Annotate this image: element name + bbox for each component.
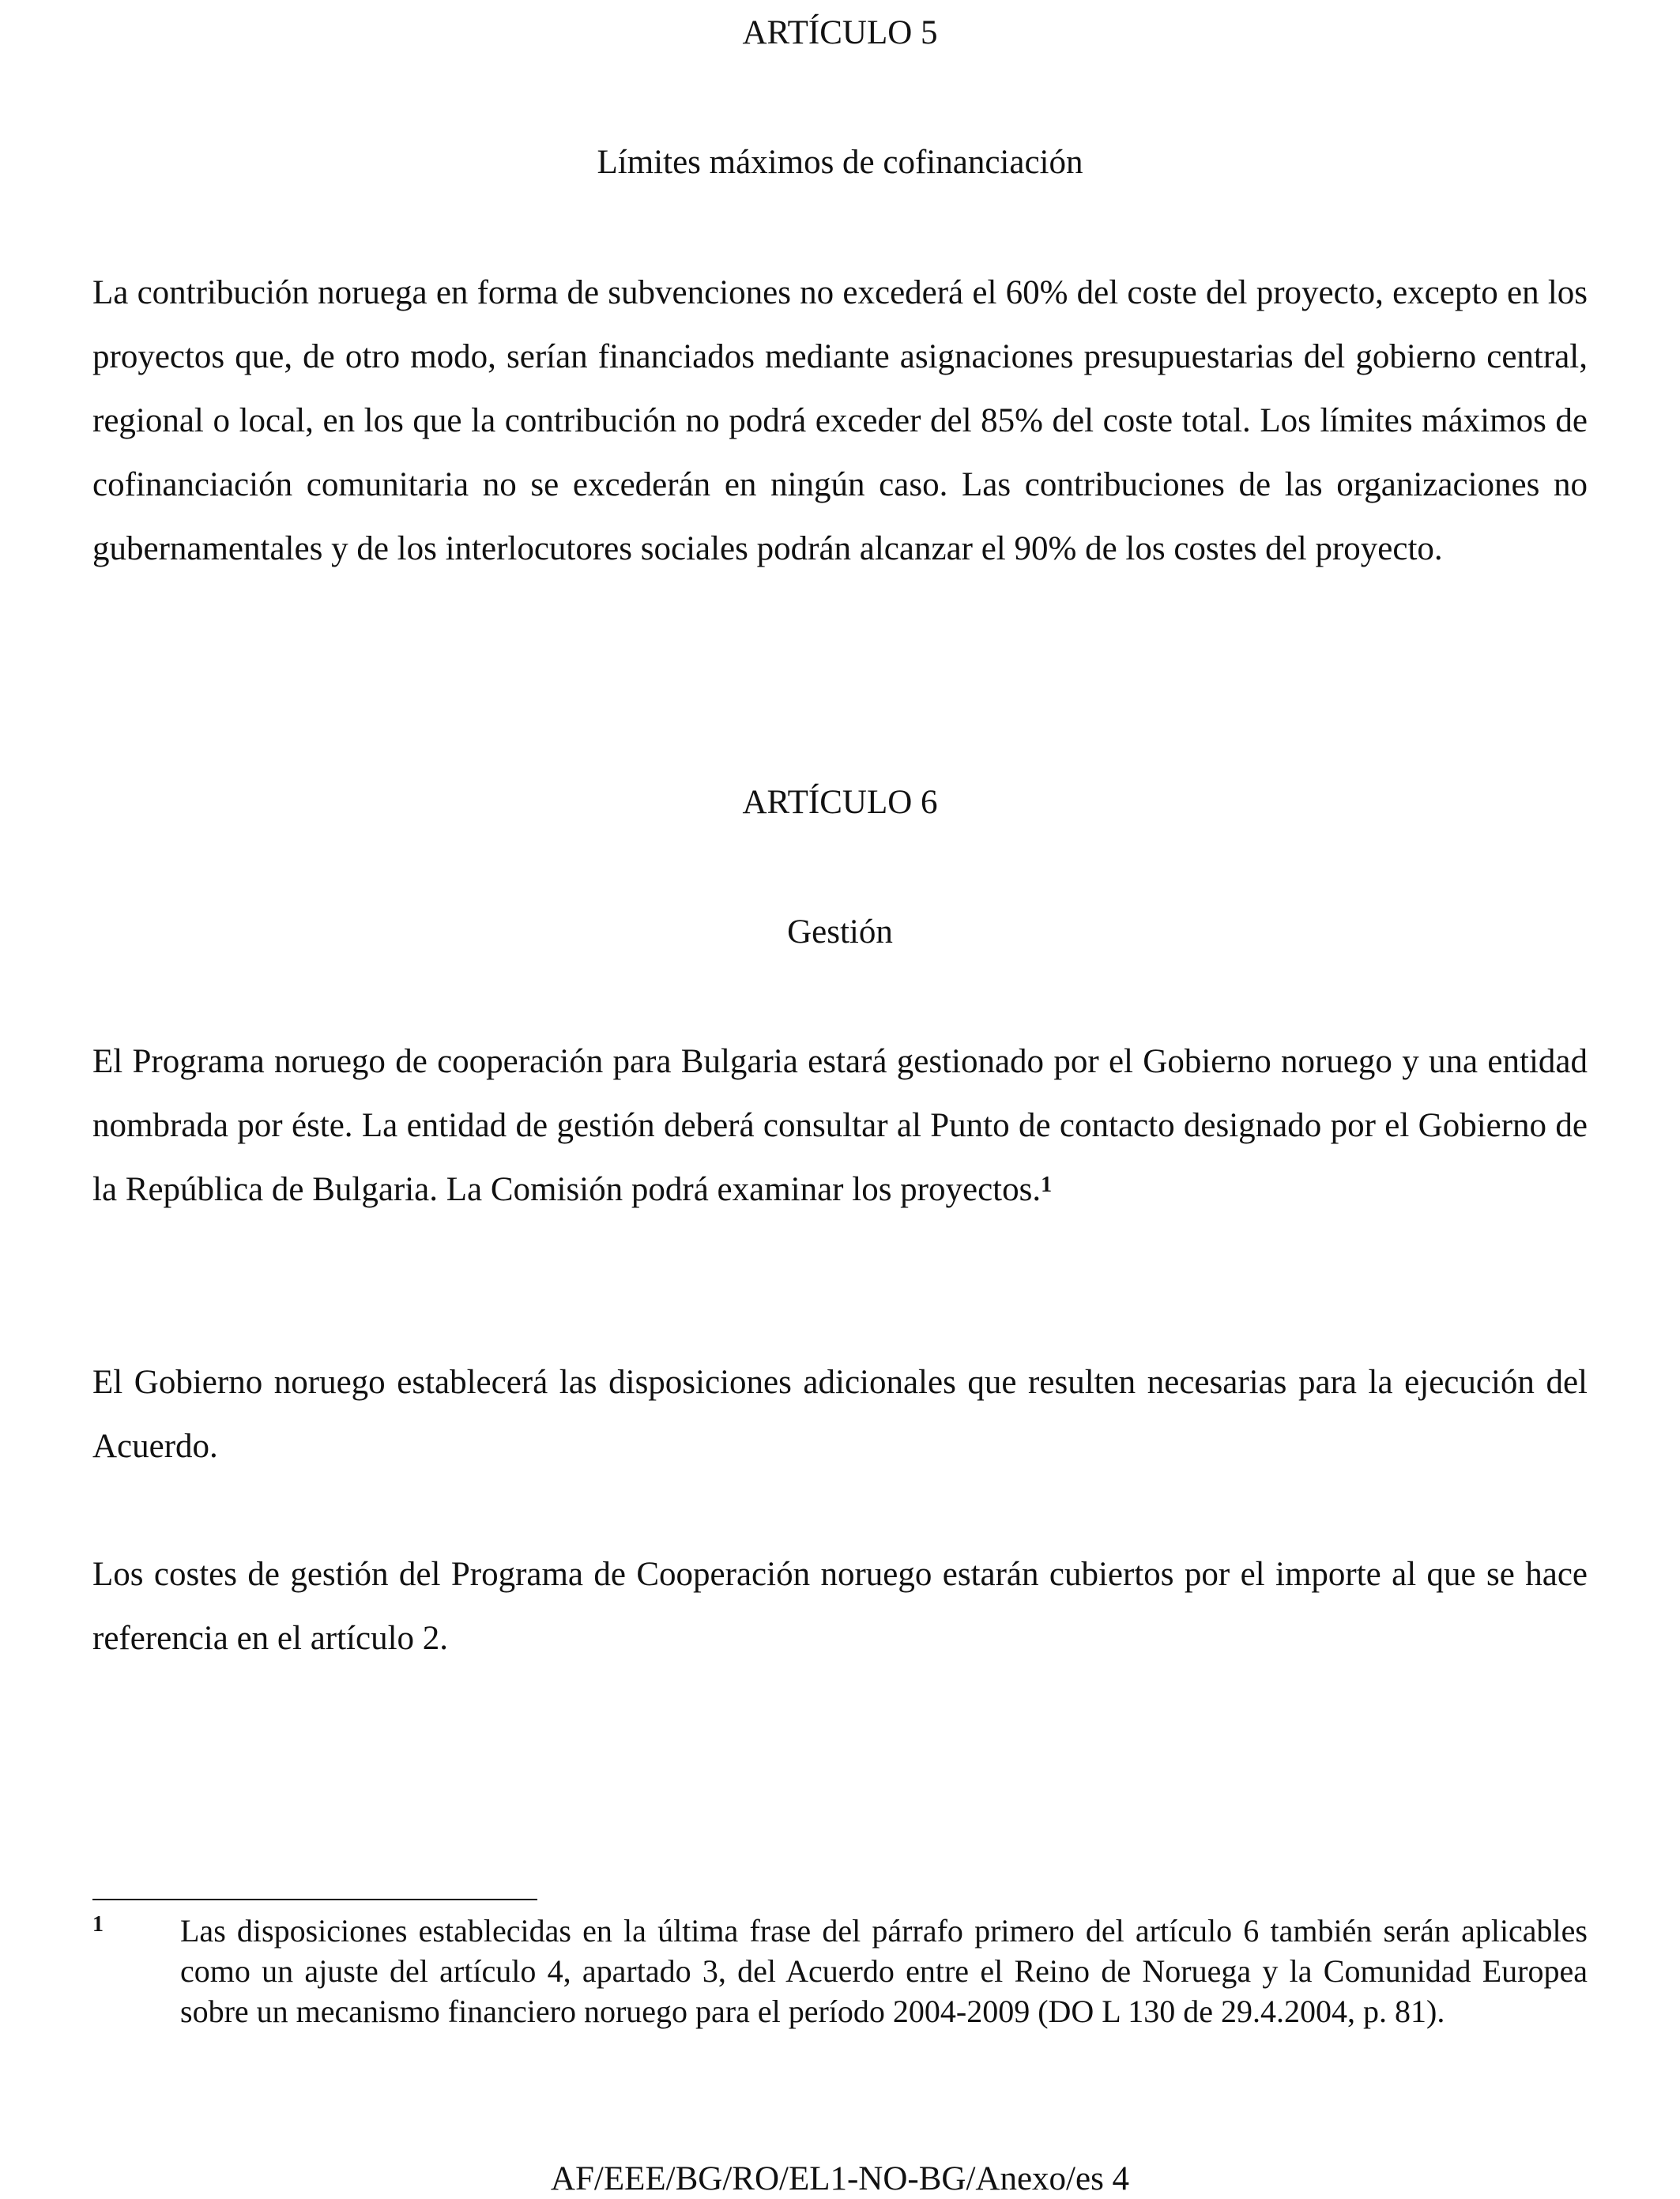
article-6-paragraph-1-text: El Programa noruego de cooperación para Bulgaria estará gestionado por el Gobierno noruego y una entidad nombrada por éste. La entidad de gestión deberá consultar al Punto de contacto designado por el Gobierno de la República de Bulgaria. La Comisión podrá examinar los proyectos. bbox=[92, 1043, 1588, 1208]
article-6-paragraph-1 bbox=[92, 1030, 1588, 1222]
article-6-paragraph-2: El Gobierno noruego establecerá las disposiciones adicionales que resulten necesarias para la ejecución del Acuerdo. bbox=[92, 1364, 1588, 1465]
article-6-title: ARTÍCULO 6 bbox=[742, 784, 938, 821]
footnote-mark: 1 bbox=[92, 1912, 104, 1937]
article-6-paragraph-3: Los costes de gestión del Programa de Cooperación noruego estarán cubiertos por el importe al que se hace referencia en el artículo 2. bbox=[92, 1556, 1588, 1657]
footnote-reference[interactable]: 1 bbox=[1041, 1172, 1053, 1197]
article-5-paragraph: La contribución noruega en forma de subvenciones no excederá el 60% del coste del proyecto, excepto en los proyectos que, de otro modo, serían financiados mediante asignaciones presupuestarias del gobierno central, regional o local, en los que la contribución no podrá exceder del 85% del coste total. Los límites máximos de cofinanciación comunitaria no se excederán en ningún caso. Las contribuciones de las organizaciones no gubernamentales y de los interlocutores sociales podrán alcanzar el 90% de los costes del proyecto. bbox=[92, 274, 1588, 567]
footnote-separator bbox=[92, 1899, 537, 1900]
page-footer-reference: AF/EEE/BG/RO/EL1-NO-BG/Anexo/es 4 bbox=[550, 2160, 1130, 2197]
footnote-text: Las disposiciones establecidas en la última frase del párrafo primero del artículo 6 también serán aplicables como un ajuste del artículo 4, apartado 3, del Acuerdo entre el Reino de Noruega y la Comunidad Europea sobre un mecanismo financiero noruego para el período 2004-2009 (DO L 130 de 29.4.2004, p. 81). bbox=[180, 1913, 1588, 2029]
article-6-subtitle: Gestión bbox=[787, 913, 893, 951]
article-5-subtitle: Límites máximos de cofinanciación bbox=[597, 144, 1083, 181]
article-5-title: ARTÍCULO 5 bbox=[742, 14, 938, 51]
